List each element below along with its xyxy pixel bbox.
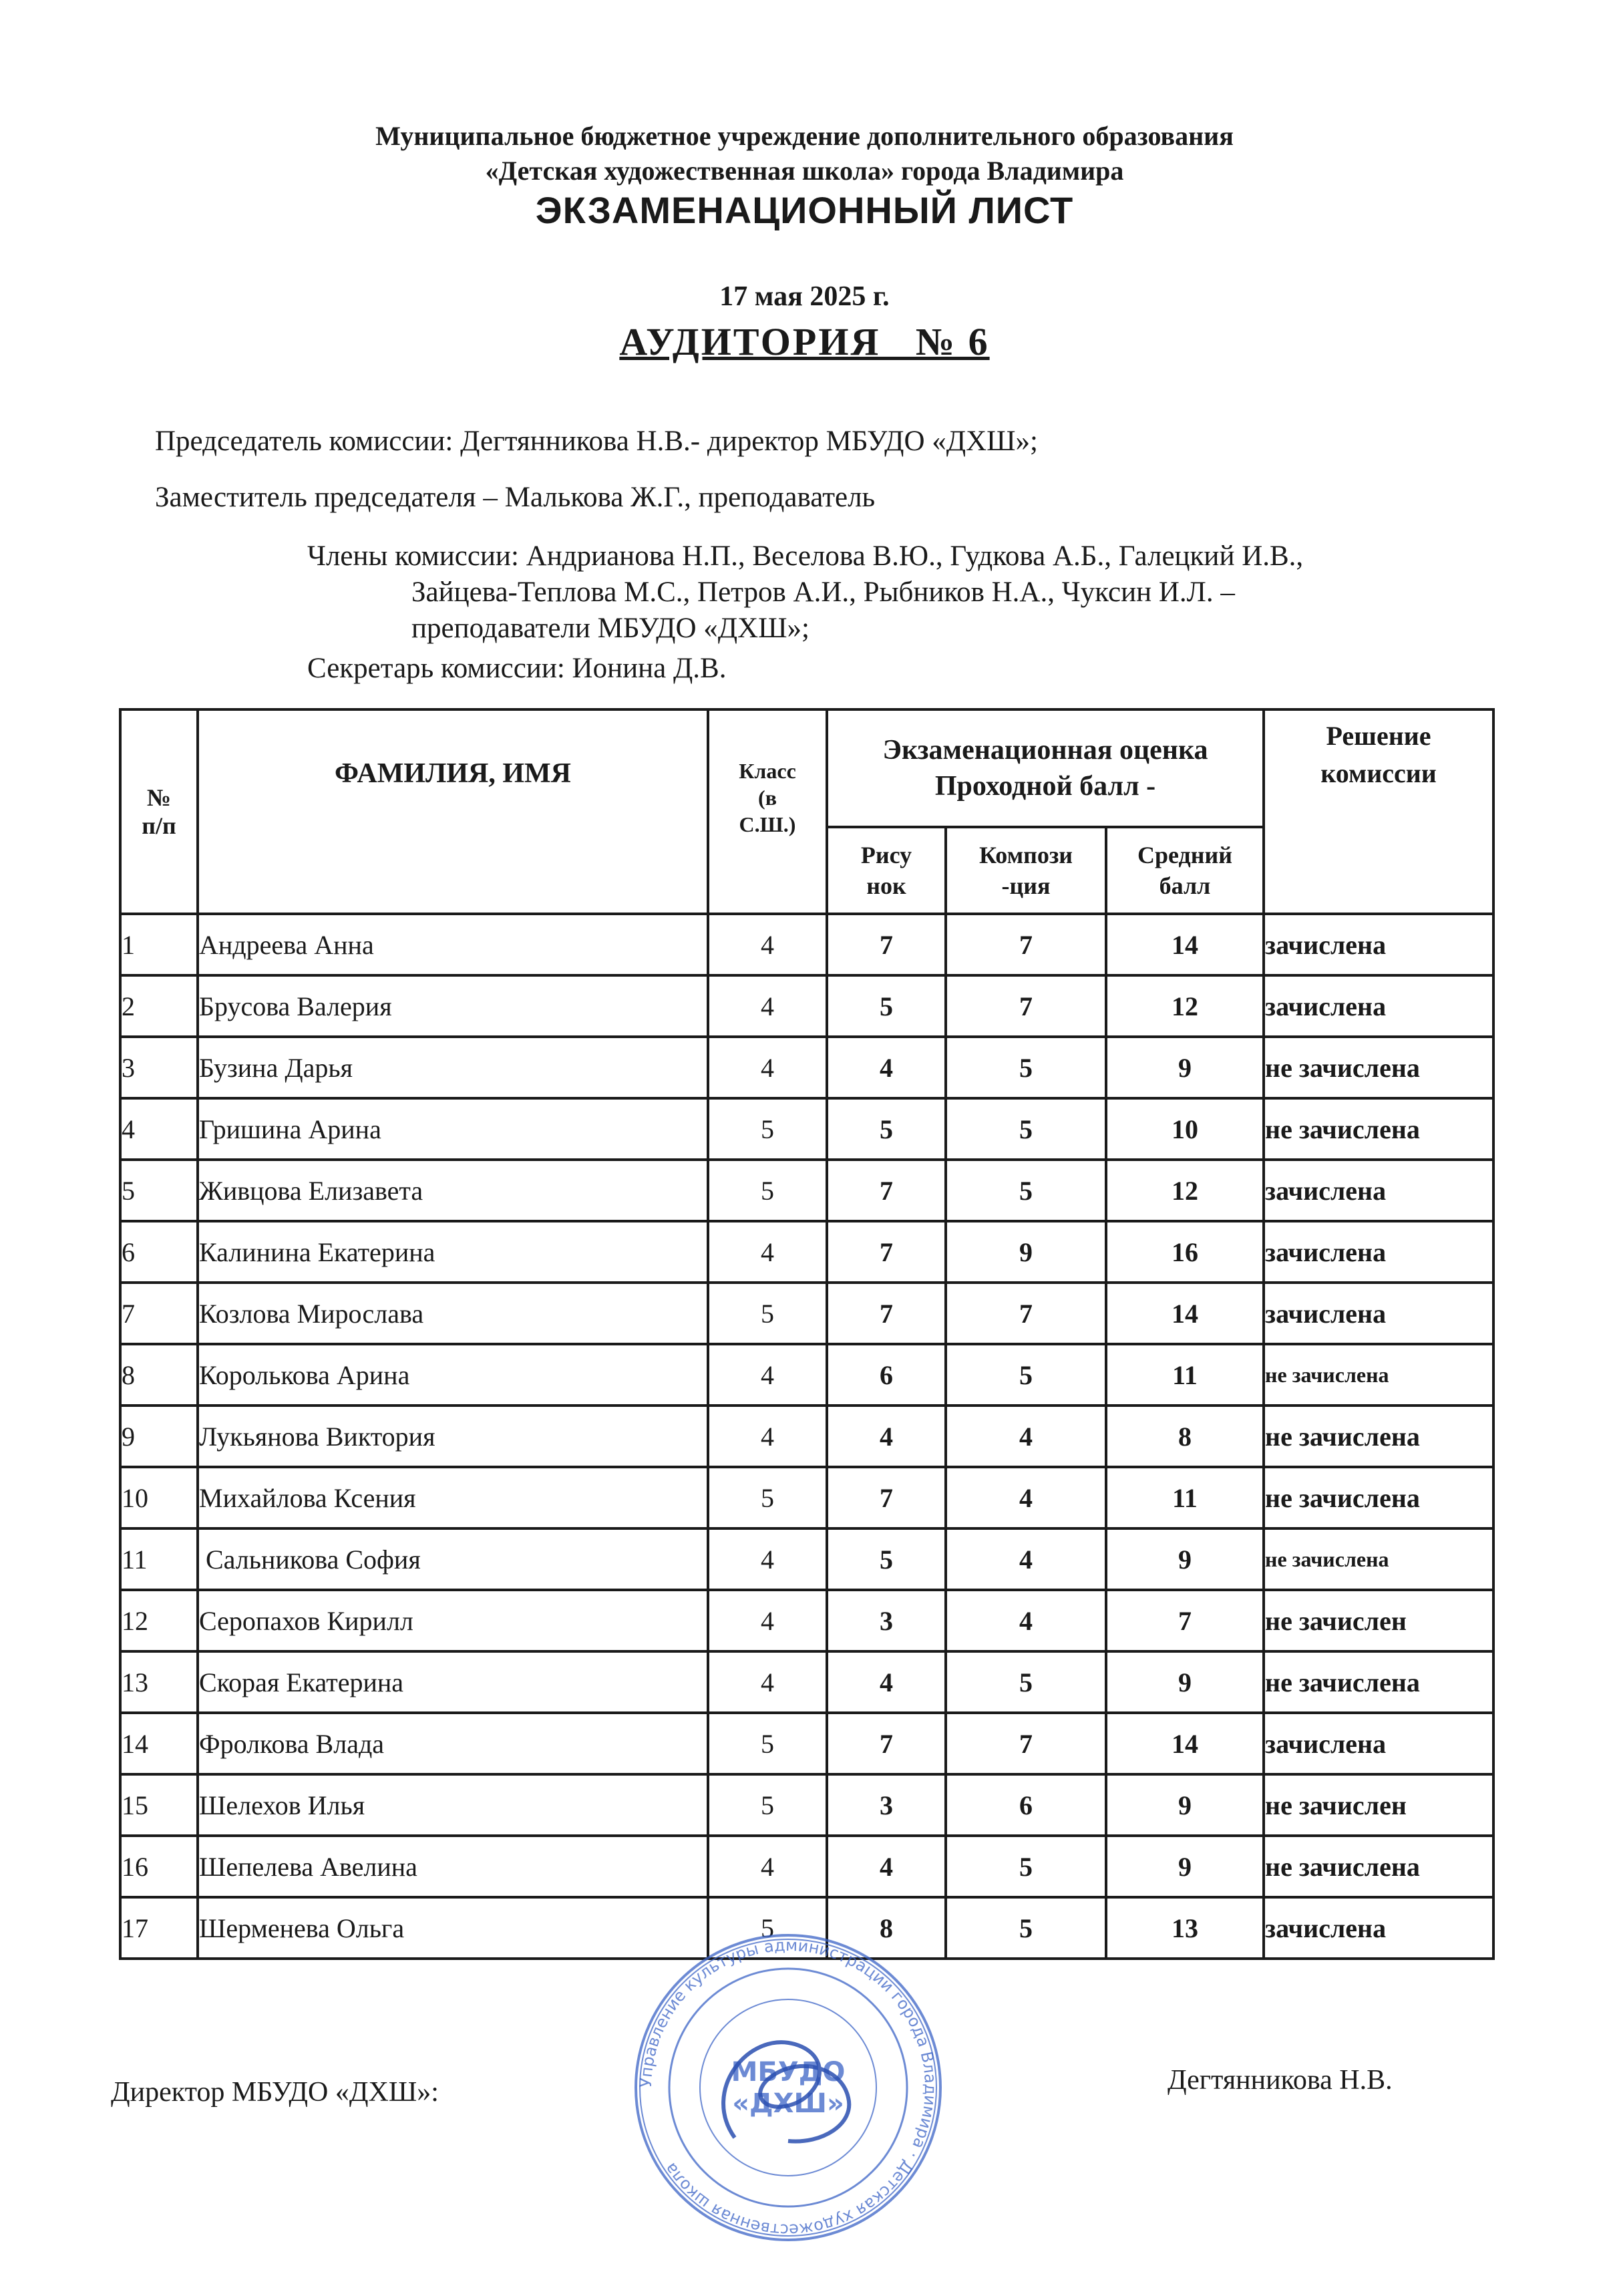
commission-decision: не зачислен [1264, 1774, 1493, 1836]
drawing-grade: 7 [827, 1283, 946, 1344]
student-name: Фролкова Влада [198, 1713, 708, 1774]
commission-decision: не зачислена [1264, 1406, 1493, 1467]
class-cell: 4 [708, 975, 827, 1037]
class-cell: 4 [708, 1651, 827, 1713]
average-score: 10 [1106, 1098, 1264, 1160]
student-name: Шелехов Илья [198, 1774, 708, 1836]
row-number: 8 [120, 1344, 198, 1406]
commission-members-line3: преподаватели МБУДО «ДХШ»; [411, 613, 810, 644]
average-score: 14 [1106, 1713, 1264, 1774]
composition-grade: 5 [946, 1098, 1106, 1160]
header-average-score: Средний балл [1106, 827, 1264, 914]
table-row [120, 1037, 1493, 1098]
student-name: Королькова Арина [198, 1344, 708, 1406]
average-score: 12 [1106, 975, 1264, 1037]
class-cell: 4 [708, 1590, 827, 1651]
composition-grade: 7 [946, 975, 1106, 1037]
table-row [120, 1160, 1493, 1221]
commission-decision: не зачислена [1264, 1528, 1493, 1590]
row-number: 7 [120, 1283, 198, 1344]
composition-grade: 5 [946, 1160, 1106, 1221]
student-name: Гришина Арина [198, 1098, 708, 1160]
student-name: Козлова Мирослава [198, 1283, 708, 1344]
drawing-grade: 7 [827, 914, 946, 975]
row-number: 15 [120, 1774, 198, 1836]
student-name: Михайлова Ксения [198, 1467, 708, 1528]
average-score: 16 [1106, 1221, 1264, 1283]
document-title: ЭКЗАМЕНАЦИОННЫЙ ЛИСТ [535, 189, 1074, 231]
commission-decision: зачислена [1264, 1897, 1493, 1959]
table-row [120, 975, 1493, 1037]
composition-grade: 7 [946, 1713, 1106, 1774]
student-name: Брусова Валерия [198, 975, 708, 1037]
commission-decision: не зачислена [1264, 1037, 1493, 1098]
commission-decision: не зачислена [1264, 1651, 1493, 1713]
row-number: 10 [120, 1467, 198, 1528]
table-row [120, 1651, 1493, 1713]
commission-members-line1: Члены комиссии: Андрианова Н.П., Веселова В.Ю., Гудкова А.Б., Галецкий И.В., [307, 540, 1304, 572]
row-number: 1 [120, 914, 198, 975]
row-number: 9 [120, 1406, 198, 1467]
commission-chairman: Председатель комиссии: Дегтянникова Н.В.- директор МБУДО «ДХШ»; [155, 426, 1038, 457]
average-score: 7 [1106, 1590, 1264, 1651]
student-name: Бузина Дарья [198, 1037, 708, 1098]
official-stamp [621, 1931, 955, 2245]
table-row [120, 1713, 1493, 1774]
commission-decision: не зачислена [1264, 1098, 1493, 1160]
average-score: 9 [1106, 1651, 1264, 1713]
class-cell: 4 [708, 1344, 827, 1406]
average-score: 13 [1106, 1897, 1264, 1959]
table-row [120, 1406, 1493, 1467]
class-cell: 5 [708, 1713, 827, 1774]
commission-decision: зачислена [1264, 914, 1493, 975]
table-row [120, 1283, 1493, 1344]
average-score: 9 [1106, 1836, 1264, 1897]
class-cell: 5 [708, 1774, 827, 1836]
average-score: 14 [1106, 914, 1264, 975]
student-name: Серопахов Кирилл [198, 1590, 708, 1651]
table-row [120, 1467, 1493, 1528]
row-number: 12 [120, 1590, 198, 1651]
class-cell: 4 [708, 1836, 827, 1897]
header-composition: Компози -ция [946, 827, 1106, 914]
commission-decision: не зачислена [1264, 1836, 1493, 1897]
composition-grade: 5 [946, 1344, 1106, 1406]
director-name: Дегтянникова Н.В. [1168, 2065, 1393, 2096]
row-number: 5 [120, 1160, 198, 1221]
drawing-grade: 6 [827, 1344, 946, 1406]
average-score: 12 [1106, 1160, 1264, 1221]
row-number: 16 [120, 1836, 198, 1897]
commission-members-line2: Зайцева-Теплова М.С., Петров А.И., Рыбников Н.А., Чуксин И.Л. – [411, 577, 1235, 608]
commission-decision: зачислена [1264, 1713, 1493, 1774]
drawing-grade: 4 [827, 1836, 946, 1897]
class-cell: 5 [708, 1098, 827, 1160]
drawing-grade: 7 [827, 1221, 946, 1283]
drawing-grade: 5 [827, 1098, 946, 1160]
auditorium-number: АУДИТОРИЯ № 6 [619, 320, 990, 363]
header-commission-decision: Решение комиссии [1264, 709, 1493, 914]
composition-grade: 4 [946, 1528, 1106, 1590]
composition-grade: 4 [946, 1590, 1106, 1651]
composition-grade: 5 [946, 1836, 1106, 1897]
composition-grade: 9 [946, 1221, 1106, 1283]
commission-decision: зачислена [1264, 1160, 1493, 1221]
composition-grade: 5 [946, 1651, 1106, 1713]
commission-decision: зачислена [1264, 1283, 1493, 1344]
class-cell: 4 [708, 1221, 827, 1283]
composition-grade: 6 [946, 1774, 1106, 1836]
table-row [120, 1836, 1493, 1897]
student-name: Живцова Елизавета [198, 1160, 708, 1221]
org-name-line2: «Детская художественная школа» города Владимира [485, 156, 1124, 186]
commission-decision: не зачислен [1264, 1590, 1493, 1651]
commission-secretary: Секретарь комиссии: Ионина Д.В. [307, 653, 727, 684]
average-score: 11 [1106, 1467, 1264, 1528]
commission-decision: не зачислена [1264, 1467, 1493, 1528]
average-score: 14 [1106, 1283, 1264, 1344]
drawing-grade: 5 [827, 1528, 946, 1590]
class-cell: 5 [708, 1467, 827, 1528]
composition-grade: 5 [946, 1897, 1106, 1959]
table-row [120, 1774, 1493, 1836]
table-row [120, 914, 1493, 975]
drawing-grade: 5 [827, 975, 946, 1037]
table-row [120, 1528, 1493, 1590]
student-name: Калинина Екатерина [198, 1221, 708, 1283]
class-cell: 4 [708, 1528, 827, 1590]
class-cell: 4 [708, 1406, 827, 1467]
commission-deputy: Заместитель председателя – Малькова Ж.Г., преподаватель [155, 482, 876, 513]
drawing-grade: 7 [827, 1160, 946, 1221]
composition-grade: 4 [946, 1406, 1106, 1467]
drawing-grade: 4 [827, 1651, 946, 1713]
exam-results-table [119, 708, 1495, 1960]
class-cell: 4 [708, 1037, 827, 1098]
class-cell: 5 [708, 1283, 827, 1344]
header-full-name: ФАМИЛИЯ, ИМЯ [198, 709, 708, 914]
commission-decision: зачислена [1264, 975, 1493, 1037]
svg-text:«ДХШ»: «ДХШ» [732, 2088, 844, 2119]
class-cell: 4 [708, 914, 827, 975]
exam-date: 17 мая 2025 г. [719, 281, 890, 312]
table-row [120, 1344, 1493, 1406]
average-score: 9 [1106, 1774, 1264, 1836]
composition-grade: 7 [946, 914, 1106, 975]
average-score: 8 [1106, 1406, 1264, 1467]
row-number: 17 [120, 1897, 198, 1959]
average-score: 9 [1106, 1037, 1264, 1098]
average-score: 11 [1106, 1344, 1264, 1406]
commission-decision: зачислена [1264, 1221, 1493, 1283]
header-row-number: № п/п [120, 709, 198, 914]
drawing-grade: 4 [827, 1406, 946, 1467]
row-number: 14 [120, 1713, 198, 1774]
row-number: 13 [120, 1651, 198, 1713]
row-number: 4 [120, 1098, 198, 1160]
drawing-grade: 4 [827, 1037, 946, 1098]
svg-text:Управление культуры администра: Управление культуры администрации города Владимира · Детская художественная школа [636, 1935, 940, 2240]
drawing-grade: 3 [827, 1590, 946, 1651]
commission-decision: не зачислена [1264, 1344, 1493, 1406]
org-name-line1: Муниципальное бюджетное учреждение дополнительного образования [375, 121, 1234, 151]
header-class: Класс (в С.Ш.) [708, 709, 827, 914]
student-name: Шепелева Авелина [198, 1836, 708, 1897]
class-cell: 5 [708, 1897, 827, 1959]
composition-grade: 4 [946, 1467, 1106, 1528]
table-row [120, 1098, 1493, 1160]
average-score: 9 [1106, 1528, 1264, 1590]
row-number: 3 [120, 1037, 198, 1098]
row-number: 2 [120, 975, 198, 1037]
header-exam-grade: Экзаменационная оценка Проходной балл - [827, 709, 1264, 827]
row-number: 6 [120, 1221, 198, 1283]
composition-grade: 5 [946, 1037, 1106, 1098]
student-name: Скорая Екатерина [198, 1651, 708, 1713]
student-name: Шерменева Ольга [198, 1897, 708, 1959]
student-name: Лукьянова Виктория [198, 1406, 708, 1467]
header-drawing: Рису нок [827, 827, 946, 914]
drawing-grade: 3 [827, 1774, 946, 1836]
drawing-grade: 7 [827, 1467, 946, 1528]
drawing-grade: 8 [827, 1897, 946, 1959]
class-cell: 5 [708, 1160, 827, 1221]
student-name: Андреева Анна [198, 914, 708, 975]
student-name: Сальникова София [198, 1528, 708, 1590]
composition-grade: 7 [946, 1283, 1106, 1344]
svg-text:МБУДО: МБУДО [731, 2057, 846, 2088]
row-number: 11 [120, 1528, 198, 1590]
table-row [120, 1590, 1493, 1651]
table-row [120, 1221, 1493, 1283]
director-label: Директор МБУДО «ДХШ»: [111, 2077, 439, 2108]
drawing-grade: 7 [827, 1713, 946, 1774]
